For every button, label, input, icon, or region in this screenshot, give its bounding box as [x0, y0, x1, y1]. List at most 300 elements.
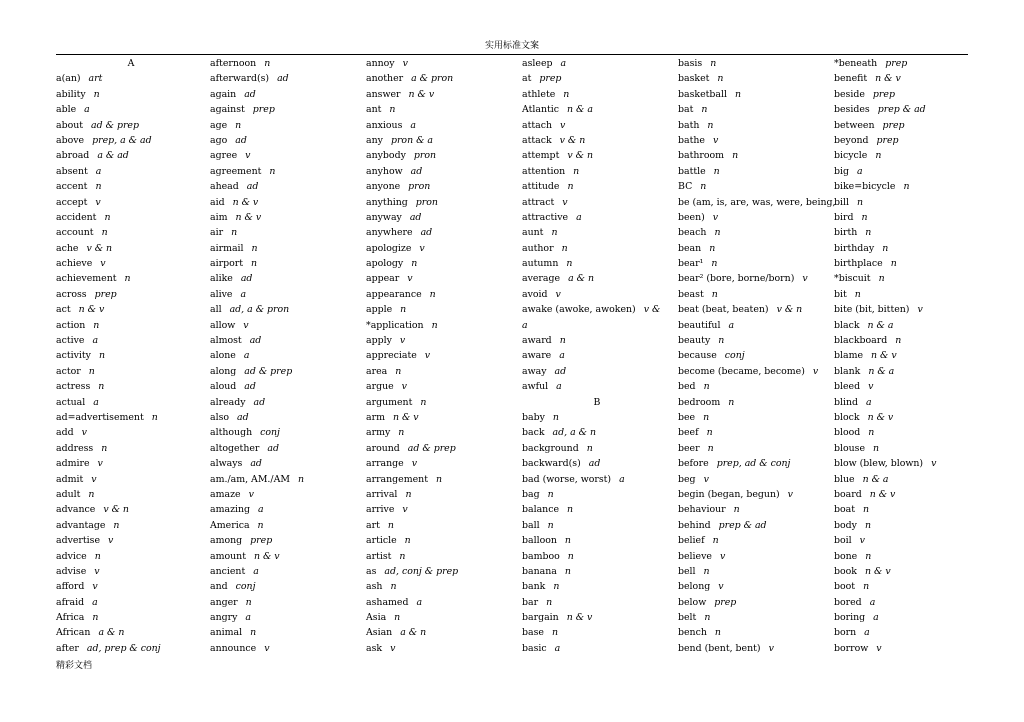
- vocab-entry: [522, 518, 672, 533]
- vocab-entry: [56, 472, 206, 487]
- entry-word: bed: [678, 381, 696, 393]
- vocab-entry: [522, 287, 672, 302]
- vocab-entry: [522, 379, 672, 394]
- vocab-entry: [366, 148, 516, 163]
- entry-word: amaze: [210, 488, 241, 500]
- entry-part-of-speech: v: [390, 642, 396, 654]
- entry-word: anyhow: [366, 165, 403, 177]
- vocab-entry: [366, 610, 516, 625]
- entry-word: banana: [522, 565, 557, 577]
- vocab-entry: [834, 87, 984, 102]
- entry-word: bicycle: [834, 150, 868, 162]
- entry-word: address: [56, 442, 94, 454]
- entry-word: bargain: [522, 612, 559, 624]
- entry-word: beg: [678, 473, 696, 485]
- entry-word: absent: [56, 165, 88, 177]
- entry-word: ache: [56, 242, 79, 254]
- entry-part-of-speech: ad: [410, 165, 423, 177]
- entry-part-of-speech: prep: [714, 596, 737, 608]
- entry-part-of-speech: v: [555, 288, 561, 300]
- vocab-entry: [522, 302, 672, 317]
- entry-part-of-speech: ad: [237, 411, 249, 423]
- vocab-entry: [56, 287, 206, 302]
- vocab-entry: [522, 425, 672, 440]
- entry-part-of-speech: v: [399, 335, 406, 347]
- entry-part-of-speech: n: [411, 258, 418, 270]
- entry-word: birthplace: [834, 258, 883, 270]
- vocab-entry: [366, 287, 516, 302]
- entry-part-of-speech: n: [269, 165, 276, 177]
- vocab-entry: [834, 487, 984, 502]
- entry-part-of-speech: ad, a & n: [552, 427, 597, 439]
- entry-word: airport: [210, 258, 243, 270]
- vocab-entry: [522, 271, 672, 286]
- entry-word: birthday: [834, 242, 875, 254]
- entry-part-of-speech: v: [243, 319, 249, 331]
- entry-part-of-speech: n: [707, 119, 714, 131]
- entry-word: board: [834, 488, 862, 500]
- entry-word: bear¹: [678, 258, 704, 270]
- vocab-entry: [522, 610, 672, 625]
- vocab-entry: [366, 379, 516, 394]
- entry-part-of-speech: n: [563, 88, 570, 100]
- entry-part-of-speech: n: [231, 227, 238, 239]
- vocab-entry: [522, 595, 672, 610]
- vocab-entry: [678, 379, 828, 394]
- entry-part-of-speech: n & v: [875, 73, 901, 85]
- vocab-entry: [56, 549, 206, 564]
- entry-word: beef: [678, 427, 699, 439]
- entry-word: and: [210, 581, 228, 593]
- vocab-entry: [678, 179, 828, 194]
- entry-part-of-speech: prep: [94, 288, 117, 300]
- entry-part-of-speech: a: [245, 612, 252, 624]
- entry-word: advantage: [56, 519, 106, 531]
- entry-word: basic: [522, 642, 547, 654]
- vocab-entry: [678, 410, 828, 425]
- entry-word: answer: [366, 88, 401, 100]
- entry-word: advise: [56, 565, 87, 577]
- vocab-entry: [56, 195, 206, 210]
- vocab-entry: [678, 318, 828, 333]
- entry-part-of-speech: n: [390, 581, 397, 593]
- entry-word: bend (bent, bent): [678, 642, 761, 654]
- entry-part-of-speech: a: [522, 319, 528, 331]
- vocab-entry: [210, 410, 360, 425]
- entry-word: angry: [210, 612, 238, 624]
- vocab-entry: [366, 225, 516, 240]
- entry-part-of-speech: v & n: [567, 150, 593, 162]
- vocab-entry: [366, 425, 516, 440]
- vocab-entry: [210, 395, 360, 410]
- entry-word: bamboo: [522, 550, 560, 562]
- entry-word: beauty: [678, 335, 711, 347]
- entry-word: animal: [210, 627, 243, 639]
- vocab-entry: [210, 425, 360, 440]
- entry-part-of-speech: v: [787, 488, 793, 500]
- vocab-entry: [56, 333, 206, 348]
- entry-word: beautiful: [678, 319, 721, 331]
- entry-part-of-speech: n: [559, 335, 566, 347]
- entry-part-of-speech: n: [567, 181, 574, 193]
- entry-word: again: [210, 88, 237, 100]
- entry-part-of-speech: prep: [885, 58, 908, 69]
- entry-part-of-speech: n: [88, 488, 95, 500]
- vocab-entry: [210, 364, 360, 379]
- entry-part-of-speech: n: [95, 181, 102, 193]
- vocab-entry: [834, 179, 984, 194]
- vocab-entry: [834, 425, 984, 440]
- entry-part-of-speech: n: [873, 442, 880, 454]
- entry-word: attitude: [522, 181, 560, 193]
- entry-part-of-speech: n: [865, 227, 872, 239]
- entry-word: bean: [678, 242, 702, 254]
- entry-part-of-speech: a: [554, 642, 561, 654]
- entry-part-of-speech: n: [546, 596, 553, 608]
- entry-part-of-speech: n: [714, 627, 721, 639]
- entry-word: announce: [210, 642, 257, 654]
- entry-part-of-speech: v: [424, 350, 431, 362]
- entry-part-of-speech: ad: [267, 442, 279, 454]
- vocab-entry: [56, 210, 206, 225]
- entry-part-of-speech: n & a: [867, 319, 894, 331]
- entry-part-of-speech: n & v: [566, 612, 593, 624]
- entry-part-of-speech: v: [402, 504, 408, 516]
- vocab-entry: [56, 87, 206, 102]
- entry-part-of-speech: ad: [244, 88, 256, 100]
- entry-part-of-speech: n: [718, 335, 725, 347]
- entry-part-of-speech: n & v: [867, 411, 894, 423]
- vocab-entry: [210, 549, 360, 564]
- vocab-entry: [834, 395, 984, 410]
- entry-word: besides: [834, 104, 870, 116]
- entry-part-of-speech: n: [551, 227, 558, 239]
- entry-word: bite (bit, bitten): [834, 304, 910, 316]
- entry-part-of-speech: v: [91, 473, 97, 485]
- vocab-entry: [210, 318, 360, 333]
- entry-word: battle: [678, 165, 706, 177]
- vocab-entry: [210, 287, 360, 302]
- entry-word: air: [210, 227, 224, 239]
- entry-part-of-speech: ad: [409, 211, 422, 223]
- vocab-entry: [210, 641, 360, 656]
- entry-part-of-speech: n: [113, 519, 120, 531]
- vocab-entry: [678, 348, 828, 363]
- vocab-entry: [366, 210, 516, 225]
- entry-part-of-speech: n & a: [862, 473, 889, 485]
- entry-part-of-speech: v: [560, 119, 566, 131]
- vocab-entry: [210, 502, 360, 517]
- vocab-entry: [834, 271, 984, 286]
- vocab-entry: [56, 379, 206, 394]
- vocab-entry: [522, 625, 672, 640]
- entry-word: ant: [366, 104, 382, 116]
- entry-part-of-speech: n: [711, 288, 718, 300]
- entry-word: act: [56, 304, 71, 316]
- entry-part-of-speech: n: [104, 211, 111, 223]
- vocab-entry: [210, 379, 360, 394]
- vocab-entry: [678, 271, 828, 286]
- entry-part-of-speech: n: [400, 304, 407, 316]
- entry-word: blue: [834, 473, 855, 485]
- entry-word: *beneath: [834, 58, 878, 69]
- entry-word: bee: [678, 411, 696, 423]
- vocab-entry: [366, 302, 516, 317]
- entry-part-of-speech: a: [243, 350, 250, 362]
- entry-part-of-speech: a: [864, 627, 870, 639]
- entry-word: appear: [366, 273, 400, 285]
- vocab-entry: [678, 302, 828, 317]
- entry-word: allow: [210, 319, 236, 331]
- entry-part-of-speech: n: [875, 150, 882, 162]
- entry-word: altogether: [210, 442, 260, 454]
- entry-word: active: [56, 335, 85, 347]
- vocab-entry: [678, 210, 828, 225]
- vocab-entry: [210, 118, 360, 133]
- vocab-entry: [210, 564, 360, 579]
- entry-part-of-speech: v: [81, 427, 87, 439]
- vocab-entry: [834, 56, 984, 71]
- entry-part-of-speech: n: [703, 411, 710, 423]
- entry-word: along: [210, 365, 237, 377]
- entry-word: actor: [56, 365, 81, 377]
- entry-part-of-speech: v: [812, 365, 819, 377]
- entry-word: against: [210, 104, 245, 116]
- entry-word: aid: [210, 196, 225, 208]
- entry-part-of-speech: a: [92, 596, 98, 608]
- entry-word: average: [522, 273, 561, 285]
- entry-part-of-speech: a: [258, 504, 264, 516]
- vocab-entry: [210, 56, 360, 71]
- entry-word: boot: [834, 581, 856, 593]
- entry-part-of-speech: v: [245, 150, 251, 162]
- vocab-entry: [210, 71, 360, 86]
- entry-part-of-speech: a: [84, 104, 90, 116]
- entry-part-of-speech: v: [718, 581, 724, 593]
- vocab-entry: [210, 195, 360, 210]
- entry-part-of-speech: a: [619, 473, 625, 485]
- entry-part-of-speech: a: [869, 596, 876, 608]
- vocab-entry: [56, 271, 206, 286]
- entry-part-of-speech: n: [399, 550, 406, 562]
- entry-word: arrangement: [366, 473, 428, 485]
- vocab-entry: [834, 564, 984, 579]
- entry-word: always: [210, 458, 243, 470]
- entry-part-of-speech: ad: [240, 273, 253, 285]
- entry-part-of-speech: n: [733, 504, 740, 516]
- entry-part-of-speech: v: [402, 58, 408, 69]
- entry-part-of-speech: a & ad: [97, 150, 129, 162]
- entry-part-of-speech: n: [882, 242, 889, 254]
- entry-word: borrow: [834, 642, 869, 654]
- vocab-entry: [210, 441, 360, 456]
- entry-word: afraid: [56, 596, 85, 608]
- entry-part-of-speech: n: [703, 565, 710, 577]
- entry-part-of-speech: n: [101, 442, 108, 454]
- vocab-entry: [834, 318, 984, 333]
- entry-part-of-speech: n: [868, 427, 875, 439]
- vocab-entry: [678, 472, 828, 487]
- vocab-entry: [56, 164, 206, 179]
- entry-word: behaviour: [678, 504, 726, 516]
- vocab-entry: [834, 225, 984, 240]
- entry-word: belief: [678, 535, 705, 547]
- entry-part-of-speech: prep, a & ad: [92, 134, 152, 146]
- vocab-entry: [834, 148, 984, 163]
- entry-part-of-speech: n: [712, 535, 719, 547]
- entry-part-of-speech: a: [556, 381, 562, 393]
- entry-word: attack: [522, 134, 552, 146]
- vocab-entry: [834, 579, 984, 594]
- entry-part-of-speech: n: [124, 273, 131, 285]
- entry-word: *application: [366, 319, 424, 331]
- entry-word: boil: [834, 535, 852, 547]
- entry-part-of-speech: n: [94, 550, 101, 562]
- entry-part-of-speech: a: [560, 58, 567, 69]
- entry-word: another: [366, 73, 404, 85]
- entry-part-of-speech: conj: [235, 581, 256, 593]
- entry-word: America: [210, 519, 250, 531]
- entry-word: backward(s): [522, 458, 581, 470]
- vocab-entry: [834, 456, 984, 471]
- entry-part-of-speech: n: [573, 165, 580, 177]
- vocab-entry: [210, 179, 360, 194]
- entry-word: advance: [56, 504, 96, 516]
- vocab-entry: [366, 364, 516, 379]
- entry-part-of-speech: n: [707, 442, 714, 454]
- vocab-entry: [834, 256, 984, 271]
- vocab-entry: [678, 195, 836, 210]
- entry-part-of-speech: n: [566, 258, 573, 270]
- entry-word: autumn: [522, 258, 559, 270]
- entry-word: background: [522, 442, 579, 454]
- vocab-entry: [678, 364, 828, 379]
- entry-word: all: [210, 304, 222, 316]
- vocab-entry: [522, 410, 672, 425]
- entry-word: afternoon: [210, 58, 257, 69]
- entry-part-of-speech: n: [245, 596, 252, 608]
- entry-word: bike=bicycle: [834, 181, 896, 193]
- entry-word: Asia: [366, 612, 387, 624]
- vocab-entry: [56, 71, 206, 86]
- entry-word: B: [593, 396, 601, 408]
- entry-part-of-speech: n: [251, 242, 258, 254]
- entry-part-of-speech: n: [895, 335, 902, 347]
- vocab-entry: [366, 487, 516, 502]
- entry-part-of-speech: n: [387, 519, 394, 531]
- vocab-entry: [522, 256, 672, 271]
- entry-part-of-speech: n & v: [235, 211, 262, 223]
- vocab-entry: [834, 364, 984, 379]
- entry-word: before: [678, 458, 709, 470]
- vocab-entry: [834, 195, 984, 210]
- entry-part-of-speech: pron: [408, 181, 431, 193]
- vocab-entry: [834, 595, 984, 610]
- entry-part-of-speech: ad & prep: [91, 119, 139, 131]
- entry-word: attempt: [522, 150, 560, 162]
- entry-word: been): [678, 211, 705, 223]
- entry-part-of-speech: pron: [415, 196, 438, 208]
- entry-word: attract: [522, 196, 555, 208]
- vocab-entry: [366, 441, 516, 456]
- entry-part-of-speech: n: [728, 396, 735, 408]
- entry-word: alone: [210, 350, 236, 362]
- entry-word: anyone: [366, 181, 401, 193]
- entry-part-of-speech: n: [865, 550, 872, 562]
- entry-part-of-speech: n: [431, 319, 438, 331]
- entry-word: anybody: [366, 150, 406, 162]
- entry-word: achievement: [56, 273, 117, 285]
- entry-part-of-speech: prep & ad: [718, 519, 767, 531]
- entry-part-of-speech: n & v: [392, 411, 419, 423]
- entry-word: afford: [56, 581, 85, 593]
- entry-part-of-speech: n: [93, 319, 100, 331]
- vocab-entry: [678, 395, 828, 410]
- entry-part-of-speech: n: [404, 535, 411, 547]
- page-footer: 精彩文档: [56, 661, 93, 671]
- entry-word: arrange: [366, 458, 404, 470]
- vocab-entry: [56, 241, 206, 256]
- entry-word: age: [210, 119, 228, 131]
- vocab-entry: [834, 502, 984, 517]
- vocab-entry: [522, 472, 672, 487]
- vocab-entry: [834, 71, 984, 86]
- vocab-entry: [522, 441, 672, 456]
- entry-word: bill: [834, 196, 849, 208]
- entry-part-of-speech: v &: [643, 304, 661, 316]
- entry-word: balloon: [522, 535, 557, 547]
- entry-word: bathe: [678, 134, 705, 146]
- entry-part-of-speech: n & v: [78, 304, 105, 316]
- entry-word: action: [56, 319, 86, 331]
- entry-word: belong: [678, 581, 711, 593]
- entry-word: also: [210, 411, 230, 423]
- entry-word: BC: [678, 181, 693, 193]
- entry-word: ashamed: [366, 596, 409, 608]
- vocab-entry: [56, 595, 206, 610]
- entry-part-of-speech: n: [405, 488, 412, 500]
- vocab-entry: [56, 533, 206, 548]
- vocab-entry: [210, 302, 360, 317]
- vocab-entry: [834, 164, 984, 179]
- entry-part-of-speech: v: [859, 535, 865, 547]
- entry-part-of-speech: n: [395, 365, 402, 377]
- entry-word: anything: [366, 196, 408, 208]
- vocab-entry: [522, 456, 672, 471]
- vocab-entry: [56, 102, 206, 117]
- entry-word: attractive: [522, 211, 569, 223]
- entry-part-of-speech: v: [100, 258, 106, 270]
- entry-word: blame: [834, 350, 864, 362]
- entry-part-of-speech: n: [903, 181, 910, 193]
- entry-word: accident: [56, 211, 97, 223]
- entry-word: African: [56, 627, 91, 639]
- entry-part-of-speech: n: [257, 519, 264, 531]
- vocab-entry: [834, 102, 984, 117]
- entry-part-of-speech: ad: [253, 396, 266, 408]
- entry-part-of-speech: n: [703, 381, 710, 393]
- entry-word: ash: [366, 581, 383, 593]
- entry-word: at: [522, 73, 532, 85]
- entry-part-of-speech: v: [97, 458, 103, 470]
- vocab-entry: [834, 210, 984, 225]
- vocab-entry: [56, 425, 206, 440]
- entry-word: block: [834, 411, 860, 423]
- vocab-entry: [522, 87, 672, 102]
- vocab-entry: [834, 241, 984, 256]
- entry-part-of-speech: n: [92, 612, 99, 624]
- vocab-entry: [834, 133, 984, 148]
